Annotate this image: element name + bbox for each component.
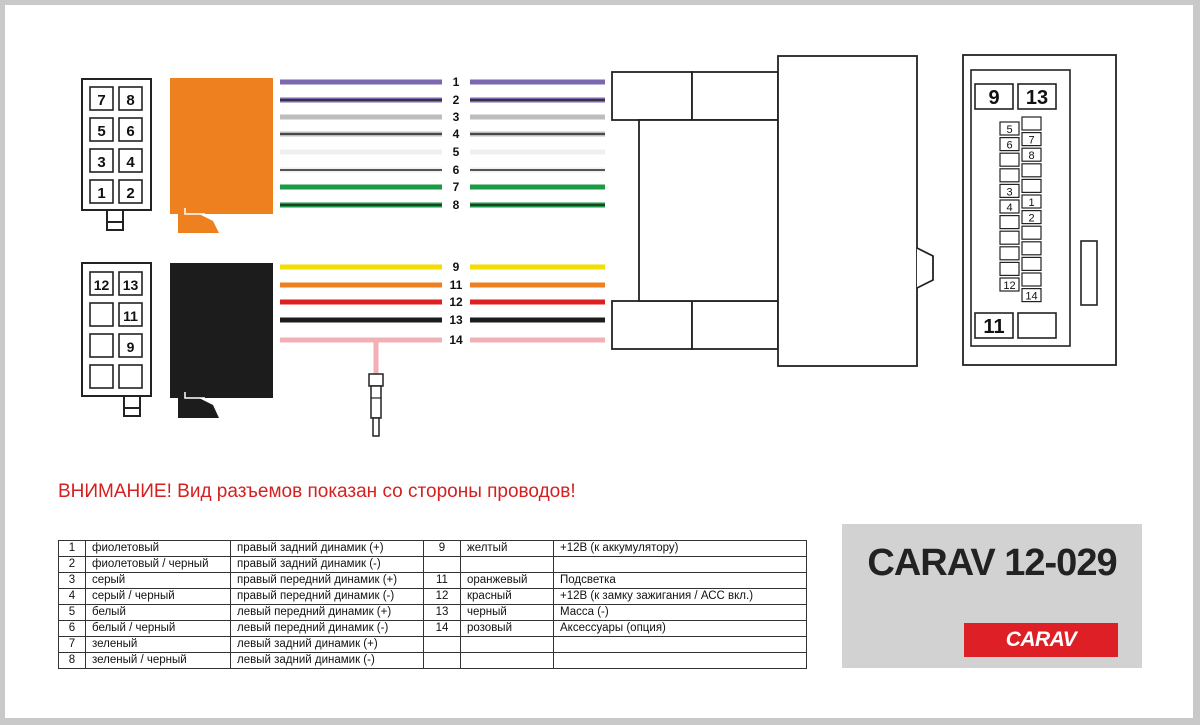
- table-cell: [554, 637, 807, 653]
- face-pin-cell: [1022, 117, 1041, 130]
- table-cell: правый передний динамик (+): [231, 573, 424, 589]
- table-cell: 2: [59, 557, 86, 573]
- face-big-cell: [1018, 313, 1056, 338]
- face-pin-label: 1: [1028, 197, 1035, 209]
- face-pin-cell: [1000, 247, 1019, 260]
- connector-a-latch: [107, 210, 123, 230]
- table-row: [59, 557, 807, 573]
- face-key: [1081, 241, 1097, 305]
- wire-number: 14: [449, 333, 463, 347]
- table-cell: серый / черный: [86, 589, 231, 605]
- table-cell: +12В (к аккумулятору): [554, 541, 807, 557]
- table-cell: Подсветка: [554, 573, 807, 589]
- table-cell: 12: [424, 589, 461, 605]
- wire-number: 12: [449, 295, 463, 309]
- wire-number: 11: [449, 278, 463, 292]
- face-pin-label: 2: [1028, 212, 1035, 225]
- table-cell: зеленый / черный: [86, 653, 231, 669]
- face-pin-cell: [1000, 153, 1019, 166]
- table-cell: 8: [59, 653, 86, 669]
- connector-b-latch: [124, 396, 140, 416]
- table-cell: левый задний динамик (+): [231, 637, 424, 653]
- face-pin-label: 3: [1006, 186, 1013, 199]
- wire-number: 1: [452, 75, 460, 89]
- table-cell: белый / черный: [86, 621, 231, 637]
- warning-text: ВНИМАНИЕ! Вид разъемов показан со стороны проводов!: [58, 481, 576, 502]
- table-cell: [461, 637, 554, 653]
- table-cell: 7: [59, 637, 86, 653]
- face-pin-cell: [1022, 164, 1041, 177]
- face-pin-label: 7: [1028, 134, 1035, 147]
- table-cell: 13: [424, 605, 461, 621]
- table-cell: белый: [86, 605, 231, 621]
- car-conn-top-tab2: [692, 72, 778, 120]
- connector-b-label: 11: [123, 308, 138, 324]
- wire-number: 9: [452, 260, 460, 274]
- face-pin-label: 5: [1006, 124, 1013, 136]
- table-row: [59, 637, 807, 653]
- model-box: [842, 524, 1142, 668]
- table-cell: 5: [59, 605, 86, 621]
- table-row: [59, 589, 807, 605]
- car-conn-bottom-tab: [612, 301, 692, 349]
- face-pin-cell: [1000, 231, 1019, 244]
- table-cell: 1: [59, 541, 86, 557]
- face-pin-cell: [1022, 257, 1041, 270]
- connector-a-label: 8: [126, 92, 135, 109]
- wire-number: 5: [452, 145, 460, 159]
- table-cell: правый задний динамик (+): [231, 541, 424, 557]
- brand-logo: CARAV: [964, 623, 1118, 657]
- table-cell: +12В (к замку зажигания / АСС вкл.): [554, 589, 807, 605]
- car-conn-body: [778, 56, 917, 366]
- face-big-label: 9: [988, 87, 1000, 109]
- car-conn-bottom-tab2: [692, 301, 778, 349]
- spade-tip: [373, 418, 379, 436]
- face-pin-label: 14: [1025, 290, 1038, 303]
- connector-b-cell: [90, 334, 113, 357]
- pinout-table: [58, 540, 807, 669]
- wire-number: 7: [452, 180, 460, 194]
- table-cell: 14: [424, 621, 461, 637]
- face-pin-label: 6: [1006, 139, 1013, 152]
- connector-b-label: 13: [122, 277, 139, 293]
- table-row: [59, 653, 807, 669]
- wire-number: 2: [452, 93, 460, 107]
- face-pin-cell: [1022, 226, 1041, 239]
- connector-a-label: 2: [126, 185, 135, 202]
- table-cell: желтый: [461, 541, 554, 557]
- face-pin-cell: [1022, 273, 1041, 286]
- face-pin-cell: [1000, 216, 1019, 229]
- pink-lead: [376, 340, 442, 376]
- car-conn-clip: [917, 248, 933, 288]
- table-cell: [461, 653, 554, 669]
- wire-number: 13: [449, 313, 463, 327]
- table-cell: фиолетовый / черный: [86, 557, 231, 573]
- table-cell: черный: [461, 605, 554, 621]
- table-cell: 11: [424, 573, 461, 589]
- table-cell: правый передний динамик (-): [231, 589, 424, 605]
- connector-a-label: 6: [126, 123, 135, 140]
- model-number: CARAV 12-029: [867, 542, 1117, 584]
- face-pin-cell: [1022, 179, 1041, 192]
- table-cell: 3: [59, 573, 86, 589]
- table-cell: левый передний динамик (+): [231, 605, 424, 621]
- table-cell: [461, 557, 554, 573]
- connector-a-label: 7: [97, 92, 106, 109]
- wire-number: 4: [452, 127, 460, 141]
- table-cell: [424, 557, 461, 573]
- face-pin-label: 12: [1003, 280, 1016, 292]
- connector-a-label: 5: [97, 123, 106, 140]
- table-cell: 6: [59, 621, 86, 637]
- wire-number: 3: [452, 110, 460, 124]
- connector-b-label: 9: [126, 339, 135, 355]
- connector-a-label: 3: [97, 154, 106, 171]
- table-row: [59, 573, 807, 589]
- spade-body: [371, 386, 381, 418]
- face-pin-cell: [1000, 262, 1019, 275]
- connector-b-cell: [90, 303, 113, 326]
- table-cell: левый задний динамик (-): [231, 653, 424, 669]
- table-cell: Масса (-): [554, 605, 807, 621]
- table-cell: зеленый: [86, 637, 231, 653]
- face-inner: [971, 70, 1070, 346]
- table-cell: [554, 557, 807, 573]
- table-row: [59, 621, 807, 637]
- face-pin-cell: [1022, 242, 1041, 255]
- face-pin-cell: [1000, 169, 1019, 182]
- wire-number: 8: [452, 198, 460, 212]
- car-conn-top-tab: [612, 72, 692, 120]
- table-cell: розовый: [461, 621, 554, 637]
- table-row: [59, 605, 807, 621]
- face-big-label: 11: [983, 316, 1005, 338]
- table-cell: 4: [59, 589, 86, 605]
- table-cell: 9: [424, 541, 461, 557]
- table-cell: [554, 653, 807, 669]
- connector-a-label: 1: [97, 185, 106, 202]
- table-cell: серый: [86, 573, 231, 589]
- table-cell: [424, 637, 461, 653]
- wire-number: 6: [452, 163, 460, 177]
- face-pin-label: 8: [1028, 150, 1035, 163]
- connector-b-cell: [90, 365, 113, 388]
- car-conn-middle: [639, 120, 778, 301]
- table-cell: Аксессуары (опция): [554, 621, 807, 637]
- spade-collar: [369, 374, 383, 386]
- connector-b-cell: [119, 365, 142, 388]
- table-cell: красный: [461, 589, 554, 605]
- face-pin-label: 4: [1006, 202, 1013, 214]
- table-row: [59, 541, 807, 557]
- table-cell: [424, 653, 461, 669]
- face-big-label: 13: [1025, 87, 1049, 109]
- table-cell: оранжевый: [461, 573, 554, 589]
- table-cell: фиолетовый: [86, 541, 231, 557]
- connector-b-label: 12: [93, 277, 110, 293]
- table-cell: правый задний динамик (-): [231, 557, 424, 573]
- table-cell: левый передний динамик (-): [231, 621, 424, 637]
- connector-a-label: 4: [126, 154, 135, 171]
